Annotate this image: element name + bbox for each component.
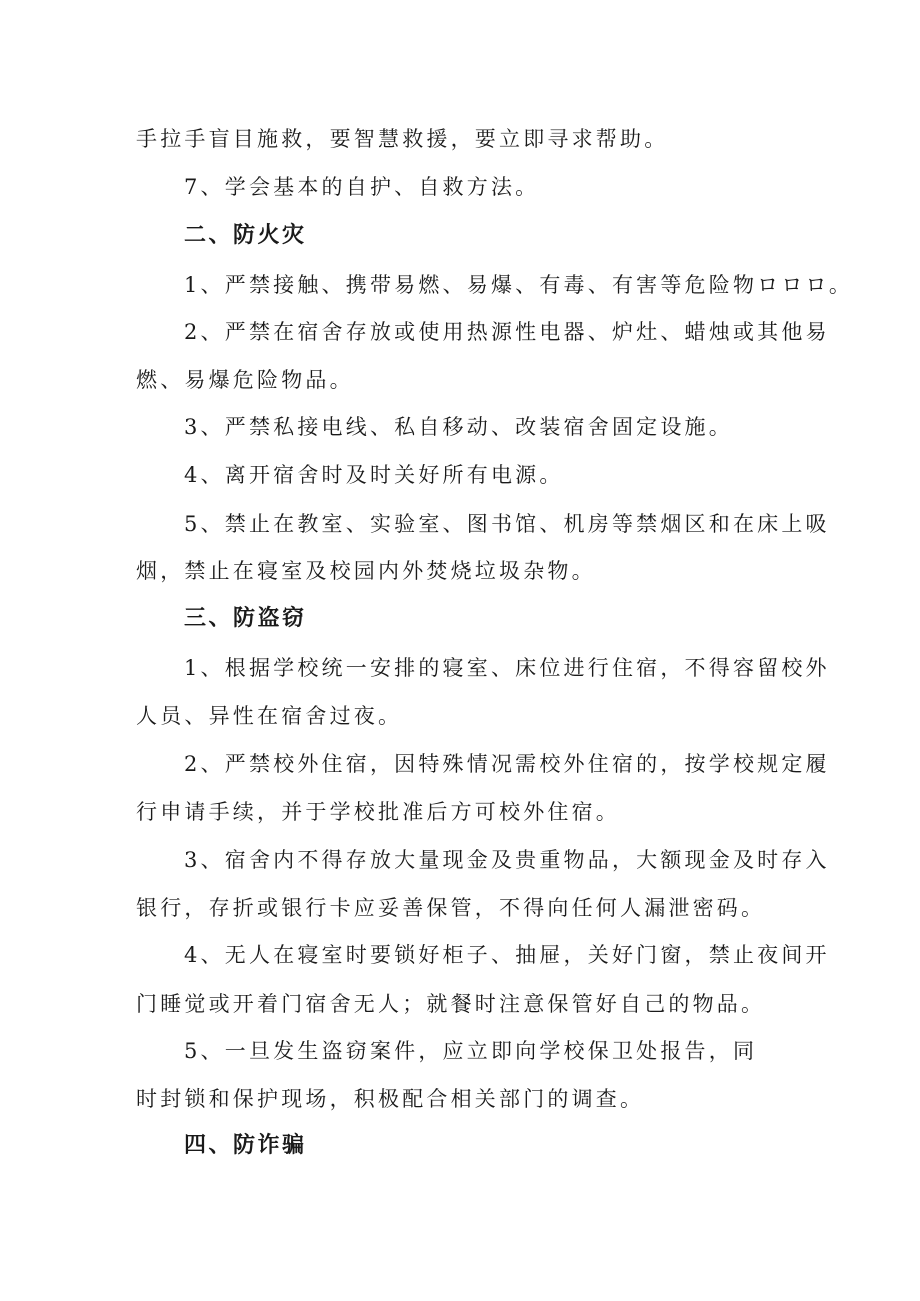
paragraph-line: 门睡觉或开着门宿舍无人；就餐时注意保管好自己的物品。	[136, 992, 766, 1016]
paragraph-line: 烟，禁止在寝室及校园内外焚烧垃圾杂物。	[136, 559, 596, 583]
paragraph-line: 燃、易爆危险物品。	[136, 368, 354, 392]
paragraph-line: 人员、异性在宿舍过夜。	[136, 704, 403, 728]
paragraph-line: 1、根据学校统一安排的寝室、床位进行住宿，不得容留校外	[184, 656, 830, 680]
paragraph-line: 7、学会基本的自护、自救方法。	[184, 175, 540, 199]
paragraph-line: 2、严禁在宿舍存放或使用热源性电器、炉灶、蜡烛或其他易	[184, 320, 830, 344]
section-heading-theft: 三、防盗窃	[184, 606, 307, 631]
paragraph-line: 1、严禁接触、携带易燃、易爆、有毒、有害等危险物ロロロ。	[184, 273, 854, 297]
paragraph-line: 银行，存折或银行卡应妥善保管，不得向任何人漏泄密码。	[136, 896, 766, 920]
section-heading-fire: 二、防火灾	[184, 223, 307, 248]
paragraph-line: 行申请手续，并于学校批准后方可校外住宿。	[136, 800, 620, 824]
paragraph-line: 5、一旦发生盗窃案件，应立即向学校保卫处报告，同	[184, 1039, 758, 1063]
paragraph-line: 手拉手盲目施救，要智慧救援，要立即寻求帮助。	[136, 127, 669, 151]
paragraph-line: 4、离开宿舍时及时关好所有电源。	[184, 463, 564, 487]
paragraph-line: 4、无人在寝室时要锁好柜子、抽屉，关好门窗，禁止夜间开	[184, 943, 830, 967]
paragraph-line: 3、严禁私接电线、私自移动、改装宿舍固定设施。	[184, 415, 733, 439]
paragraph-line: 5、禁止在教室、实验室、图书馆、机房等禁烟区和在床上吸	[184, 512, 830, 536]
paragraph-line: 时封锁和保护现场，积极配合相关部门的调查。	[136, 1087, 645, 1111]
section-heading-fraud: 四、防诈骗	[184, 1133, 307, 1158]
paragraph-line: 3、宿舍内不得存放大量现金及贵重物品，大额现金及时存入	[184, 848, 830, 872]
paragraph-line: 2、严禁校外住宿，因特殊情况需校外住宿的，按学校规定履	[184, 752, 830, 776]
